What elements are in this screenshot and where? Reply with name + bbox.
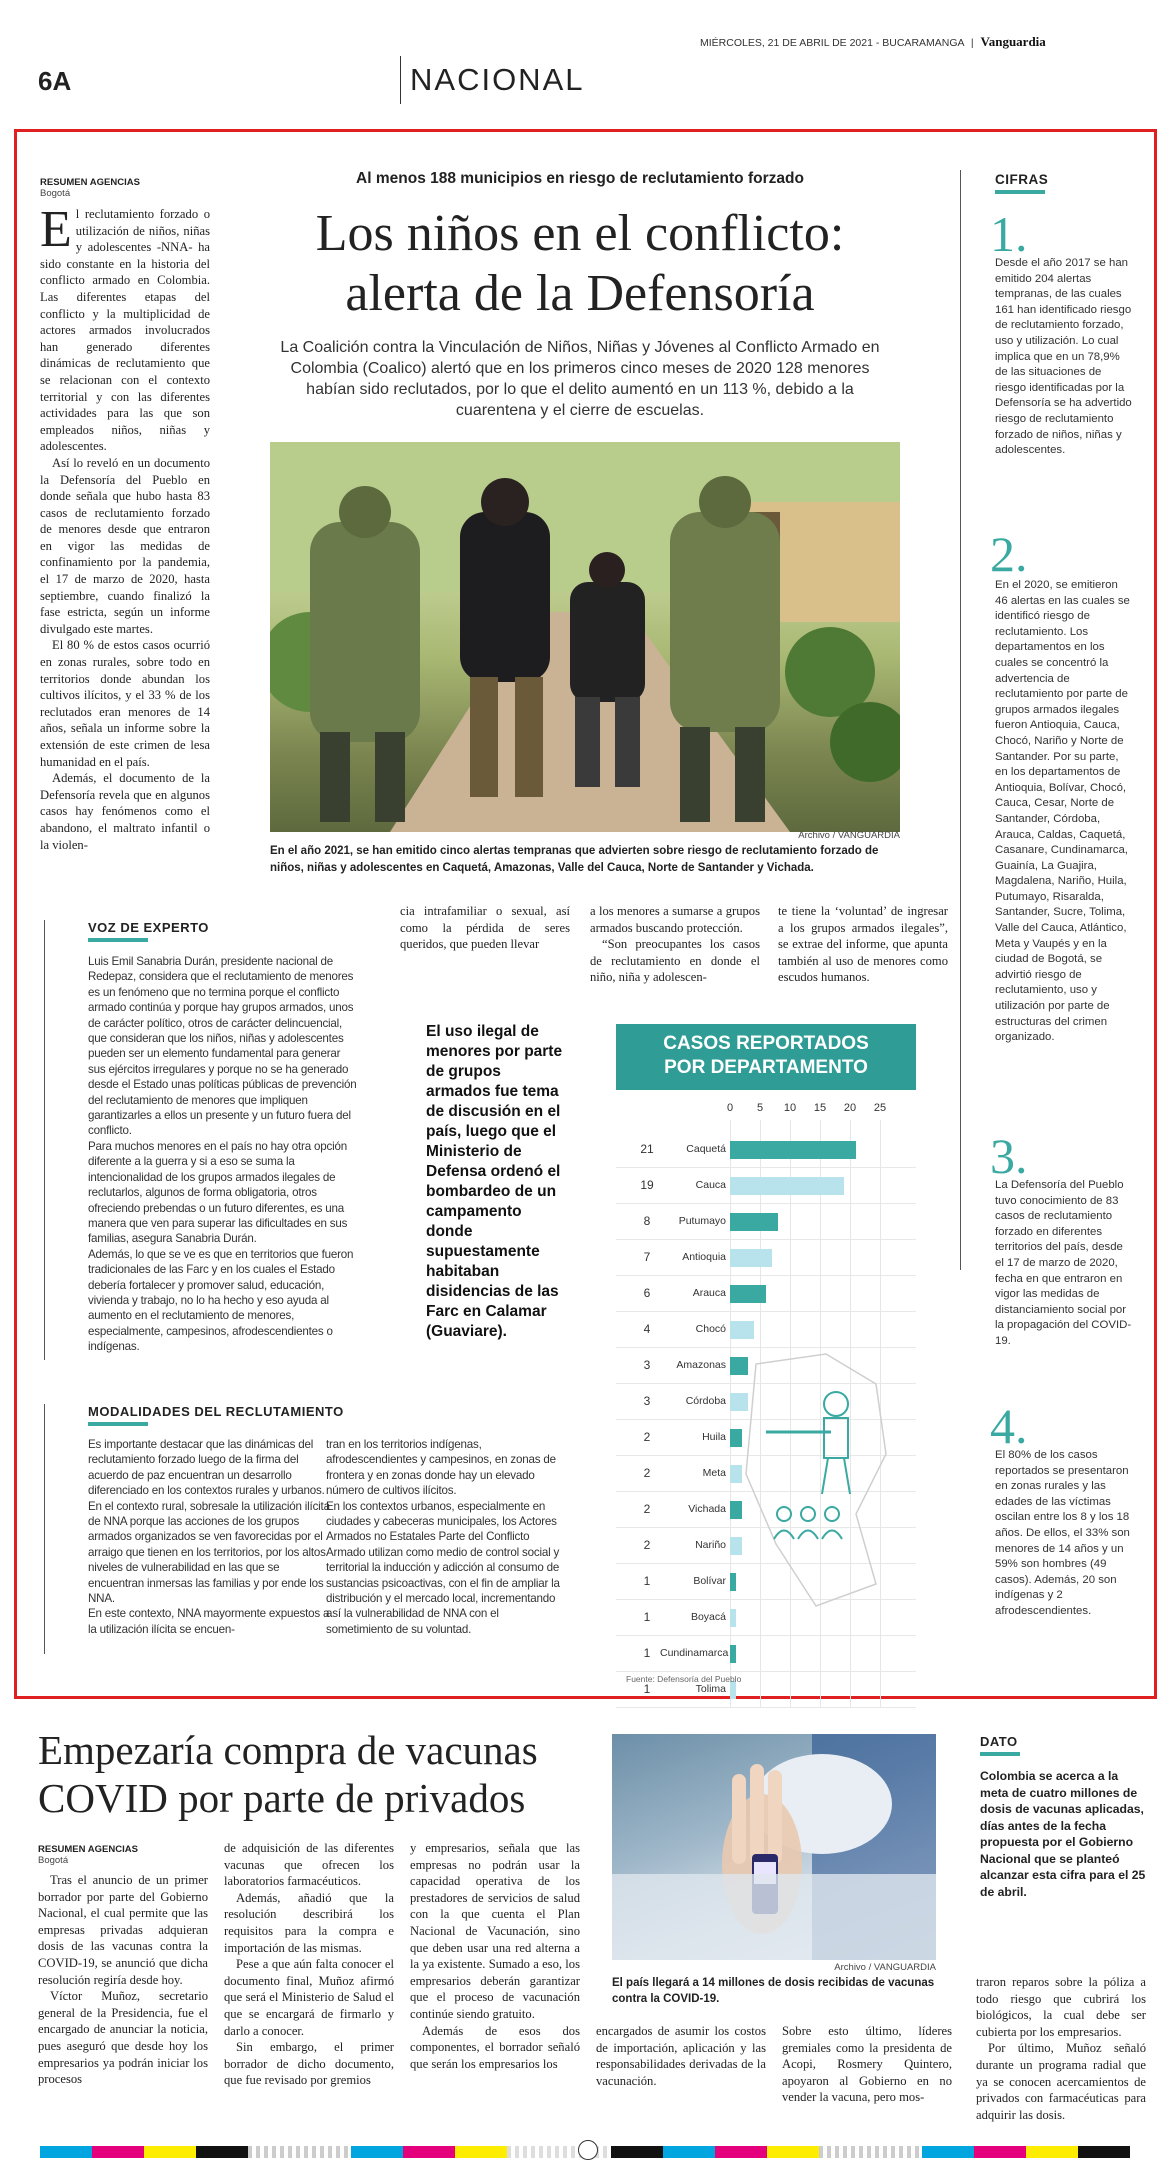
category-label: Boyacá (690, 1611, 726, 1623)
vaccine-photo (612, 1734, 936, 1960)
chart-source: Fuente: Defensoría del Pueblo (626, 1674, 742, 1684)
photo-illustration (270, 442, 900, 832)
modalidades-paragraph: En los contextos urbanos, especialmente en ciudades y cabeceras municipales, los Actores Armados no Estatales Parte del Conflicto Armado utilizan como medio de control social y territorial la inducción y adicción al consumo de sustancias psicoactivas, con el fin de ampliar la distribución y el mercado local, incrementando así la vulnerabilidad de NNA con el sometimiento de su voluntad. (326, 1499, 560, 1636)
vaccine-photo-credit: Archivo / VANGUARDIA (834, 1962, 936, 1973)
vaccine-headline: Empezaría compra de vacunas COVID por parte de privados (38, 1727, 538, 1821)
chart-row (616, 1132, 916, 1168)
voz-paragraph: Luis Emil Sanabria Durán, presidente nacional de Redepaz, considera que el reclutamiento de menores es un fenómeno que no termina porque el conflicto armado continúa y porque hay grupos armados, unos de carácter político, otros de carácter delincuencial, que consideran que los niños, niñas y adolescentes pueden ser un elemento fundamental para generar sus ejércitos irregulares y porque no se ha generado desde el Estado unas políticas públicas de prevención del reclutamiento de menores que impliquen garantizarles a ellos un presente y un futuro fuera del conflicto. (88, 955, 357, 1138)
voz-experto-rule (88, 938, 148, 942)
article-paragraph: cia intrafamiliar o sexual, así como la pérdida de seres queridos, que pueden llevar (400, 904, 570, 952)
article-paragraph: y empresarios, señala que las empresas no podrán usar la capacidad operativa de los prestadores de servicios de salud con la que cuenta el Plan Nacional de Vacunación, sino que deben usar una red alterna a la ya existente. Sumado a eso, los empresarios deberán garantizar que el proceso de vacunación continúe siendo gratuito. (410, 1841, 580, 2021)
article-paragraph: El 80 % de estos casos ocurrió en zonas rurales, sobre todo en territorios donde abundan los cultivos ilícitos, y el 33 % de los reclutados eran menores de 14 años, señala un informe sobre la extensión de este crimen de lesa humanidad en el país. (40, 638, 210, 769)
byline: RESUMEN AGENCIAS (40, 177, 140, 188)
chart-row (616, 1312, 916, 1348)
data-label: 2 (643, 1430, 651, 1444)
modalidades-paragraph: En este contexto, NNA mayormente expuestos a la utilización ilícita se encuen- (88, 1607, 330, 1636)
soldiers-photo (270, 442, 900, 832)
axis-tick-label: 10 (783, 1102, 797, 1114)
brand-logo: Vanguardia (980, 34, 1046, 49)
category-label: Cauca (695, 1179, 726, 1191)
data-label: 6 (643, 1286, 651, 1300)
article-paragraph: Por último, Muñoz señaló durante un programa radial que ya se conocen acercamientos de privados con farmacéuticas para adquirir las dosis. (976, 2041, 1146, 2122)
article-paragraph: Además, añadió que la resolución describirá los requisitos para la compra e importación de las mismas. (224, 1890, 394, 1955)
bar (730, 1249, 772, 1267)
kicker: Al menos 188 municipios en riesgo de reclutamiento forzado (356, 170, 804, 187)
modalidades-label: MODALIDADES DEL RECLUTAMIENTO (88, 1404, 344, 1419)
voz-paragraph: Para muchos menores en el país no hay otra opción diferente a la guerra y si a eso se suma la intencionalidad de los grupos armados ilegales de reclutarlos, algunos de forma obligatoria, otros ofreciendo prebendas o un futuro diferentes, es una manera que ven para superar las dificultades en sus familias, asegura Sanabria Durán. (88, 1139, 348, 1246)
data-label: 1 (643, 1574, 651, 1588)
article-paragraph: Además de esos dos componentes, el borrador señaló que serán los empresarios los (410, 2023, 580, 2071)
article-paragraph: Víctor Muñoz, secretario general de la Presidencia, fue el encargado de anunciar la noticia, pues aseguró que desde hoy los empresarios ya podrán iniciar los procesos (38, 1989, 208, 2087)
dato-label: DATO (980, 1734, 1018, 1749)
section-title: NACIONAL (410, 62, 585, 97)
category-label: Arauca (692, 1287, 726, 1299)
article-paragraph: Sobre esto último, líderes gremiales como la presidenta de Acopi, Rosmery Quintero, apoyaron al Gobierno en no vender la vacuna, pero mos- (782, 2024, 952, 2105)
modalidades-paragraph: tran en los territorios indígenas, afrodescendientes y campesinos, en zonas de frontera y en zonas donde hay un elevado número de cultivos ilícitos. (326, 1438, 556, 1498)
chart-row (616, 1204, 916, 1240)
modalidades-col-2 (326, 1437, 566, 1637)
article-paragraph: l reclutamiento forzado o utilización de niños, niñas y adolescentes -NNA- ha sido constante en la historia del conflicto armado en Colombia. Las diferentes etapas del conflicto y la multiplicidad de actores armados involucrados han generado diferentes dinámicas de reclutamiento que se relacionan con el contexto territorial y con las diferentes actividades para las que son empleados niños, niñas y adolescentes. (40, 207, 210, 454)
article-paragraph: Tras el anuncio de un primer borrador por parte del Gobierno Nacional, el cual permite que las empresas privadas adquieran dosis de las vacunas contra la COVID-19, se anunció que dicha resolución regiría desde hoy. (38, 1873, 208, 1987)
modalidades-paragraph: En el contexto rural, sobresale la utilización ilícita de NNA porque las acciones de los grupos armados organizados se ven favorecidas por el arraigo que tienen en los territorios, por los altos niveles de vulnerabilidad en las que se encuentran inmersas las familias y por ende los NNA. (88, 1499, 330, 1606)
drop-cap: E (40, 201, 72, 258)
deck: La Coalición contra la Vinculación de Niños, Niñas y Jóvenes al Conflicto Armado en Colombia (Coalico) alertó que en los primeros cinco meses de 2020 128 menores habían sido reclutados, por lo que el delito aumentó en un 113 %, debido a la cuarentena y el cierre de escuelas. (280, 339, 880, 419)
photo-caption: En el año 2021, se han emitido cinco alertas tempranas que advierten sobre riesgo de reclutamiento forzado de niños, niñas y adolescentes en Caquetá, Amazonas, Valle del Cauca, Norte de Santander y Vichada. (270, 845, 879, 874)
chart-row (616, 1636, 916, 1672)
vaccine-column-2 (224, 1840, 394, 2089)
vaccine-byline-location: Bogotá (38, 1855, 69, 1866)
cifra-number: 3. (990, 1128, 1028, 1184)
bar (730, 1645, 736, 1663)
category-label: Huila (702, 1431, 726, 1443)
article-paragraph: Además, el documento de la Defensoría revela que en algunos casos hay fenómenos como el abandono, el maltrato infantil o la violen- (40, 771, 210, 852)
modalidades-rule (88, 1422, 148, 1426)
cifras-rule (995, 190, 1045, 194)
category-label: Antioquia (682, 1251, 726, 1263)
category-label: Amazonas (676, 1359, 726, 1371)
cifras-bracket (960, 170, 970, 1270)
chart-title: CASOS REPORTADOS POR DEPARTAMENTO (663, 1033, 869, 1078)
data-label: 4 (643, 1322, 651, 1336)
axis-tick-label: 20 (843, 1102, 857, 1114)
axis-tick-label: 15 (813, 1102, 827, 1114)
modalidades-bracket (44, 1404, 54, 1654)
data-label: 19 (640, 1178, 654, 1192)
data-label: 8 (643, 1214, 651, 1228)
data-label: 21 (640, 1142, 654, 1156)
cifra-number: 4. (990, 1398, 1028, 1454)
category-label: Cundinamarca (660, 1647, 729, 1659)
cifras-label: CIFRAS (995, 172, 1049, 187)
vaccine-photo-caption: El país llegará a 14 millones de dosis recibidas de vacunas contra la COVID-19. (612, 1977, 935, 2005)
chart-panel (616, 1024, 916, 1696)
cifra-text: En el 2020, se emitieron 46 alertas en las cuales se identificó riesgo de reclutamiento. Los departamentos en los cuales se concentró la advertencia de reclutamiento por parte de grupos armados ilegales fueron Antioquia, Cauca, Chocó, Nariño y Norte de Santander. Por su parte, en los departamentos de Antioquia, Bolívar, Chocó, Cauca, Cesar, Norte de Santander, Córdoba, Arauca, Caldas, Caquetá, Casanare, Cundinamarca, Guainía, La Guajira, Magdalena, Nariño, Huila, Putumayo, Risaralda, Santander, Sucre, Tolima, Valle del Cauca, Atlántico, Meta y Vaupés y en la ciudad de Bogotá, se advirtió riesgo de reclutamiento, uso y utilización por parte de estructuras del crimen organizado. (995, 579, 1130, 1044)
article-paragraph: Así lo reveló en un documento la Defensoría del Pueblo en donde señala que hubo hasta 83 casos de reclutamiento forzado de menores desde que entraron en vigor las medidas de confinamiento por la pandemia, el 17 de marzo de 2020, hasta septiembre, cuando finalizó la fase estricta, según un informe divulgado este martes. (40, 455, 210, 636)
voz-experto-text (88, 954, 360, 1355)
cifra-text: El 80% de los casos reportados se presentaron en zonas rurales y las edades de las víctimas oscilan entre los 8 y los 18 años. De ellos, el 33% son menores de 14 años y un 59% son hombres (49 casos). Además, 20 son indígenas y 2 afrodescendientes. (995, 1449, 1130, 1617)
article-column-1 (40, 201, 210, 853)
category-label: Vichada (688, 1503, 726, 1515)
data-label: 7 (643, 1250, 651, 1264)
bar (730, 1177, 844, 1195)
voz-experto-label: VOZ DE EXPERTO (88, 920, 209, 935)
bar (730, 1285, 766, 1303)
date-line: MIÉRCOLES, 21 DE ABRIL DE 2021 - BUCARAMANGA | Vanguardia (700, 34, 1046, 49)
cifra-number: 1. (990, 206, 1028, 262)
article-column-4 (778, 903, 948, 986)
modalidades-paragraph: Es importante destacar que las dinámicas del reclutamiento forzado luego de la firma del acuerdo de paz encuentran un desarrollo diferenciado en los contextos rurales y urbanos. (88, 1438, 325, 1498)
category-label: Tolima (695, 1683, 726, 1695)
chart-title-box (616, 1024, 916, 1090)
cifra-text: Desde el año 2017 se han emitido 204 alertas tempranas, de las cuales 161 han identificado riesgo de reclutamiento forzado, uso y utilización. Lo cual implica que en un 78,9% de las situaciones de riesgo identificadas por la Defensoría se ha advertido riesgo de reclutamiento forzado de niños, niñas y adolescentes. (995, 257, 1132, 457)
modalidades-col-1 (88, 1437, 338, 1637)
vaccine-column-5 (782, 2023, 952, 2106)
category-label: Córdoba (685, 1395, 726, 1407)
category-label: Nariño (695, 1539, 726, 1551)
header-divider (400, 56, 401, 104)
photo-credit: Archivo / VANGUARDIA (798, 830, 900, 841)
data-label: 1 (643, 1610, 651, 1624)
voz-experto-bracket (44, 920, 54, 1360)
axis-tick-label: 5 (756, 1102, 764, 1114)
bar (730, 1321, 754, 1339)
category-label: Putumayo (678, 1215, 726, 1227)
axis-tick-label: 25 (873, 1102, 887, 1114)
page-number: 6A (38, 66, 72, 96)
bar (730, 1213, 778, 1231)
vaccine-column-3 (410, 1840, 580, 2072)
category-label: Bolívar (693, 1575, 726, 1587)
article-paragraph: Sin embargo, el primer borrador de dicho documento, que fue revisado por gremios (224, 2040, 394, 2088)
soldier-map-icon (736, 1344, 906, 1614)
data-label: 3 (643, 1394, 651, 1408)
byline-location: Bogotá (40, 188, 71, 199)
article-paragraph: te tiene la ‘voluntad’ de ingresar a los grupos armados ilegales”, se extrae del informe, que apunta también al uso de menores como escudos humanos. (778, 904, 948, 985)
article-column-3 (590, 903, 760, 986)
vaccine-column-1 (38, 1872, 208, 2088)
data-label: 2 (643, 1538, 651, 1552)
data-label: 2 (643, 1502, 651, 1516)
category-label: Caquetá (686, 1143, 726, 1155)
category-label: Meta (702, 1467, 726, 1479)
headline: Los niños en el conflicto: alerta de la Defensoría (315, 205, 845, 322)
vaccine-illustration (612, 1734, 936, 1960)
article-paragraph: “Son preocupantes los casos de reclutamiento en donde el niño, niña y adolescen- (590, 937, 760, 985)
registration-mark-icon (578, 2140, 598, 2160)
data-label: 1 (643, 1682, 651, 1696)
chart-row (616, 1168, 916, 1204)
article-paragraph: traron reparos sobre la póliza a todo riesgo que cubrirá los biológicos, la cual debe ser cubierta por los empresarios. (976, 1975, 1146, 2039)
chart-row (616, 1276, 916, 1312)
vaccine-column-4 (596, 2023, 766, 2089)
article-paragraph: encargados de asumir los costos de importación, aplicación y las responsabilidades derivadas de la vacunación. (596, 2024, 766, 2088)
article-paragraph: de adquisición de las diferentes vacunas que ofrecen los laboratorios farmacéuticos. (224, 1841, 394, 1889)
data-label: 3 (643, 1358, 651, 1372)
article-paragraph: a los menores a sumarse a grupos armados buscando protección. (590, 904, 760, 935)
cifra-number: 2. (990, 526, 1028, 582)
vaccine-byline: RESUMEN AGENCIAS (38, 1844, 138, 1855)
chart-row (616, 1240, 916, 1276)
vaccine-column-6 (976, 1974, 1146, 2123)
article-paragraph: Pese a que aún falta conocer el documento final, Muñoz afirmó que será el Ministerio de Salud el que se encargará de firmarlo y darlo a conocer. (224, 1957, 394, 2038)
data-label: 1 (643, 1646, 651, 1660)
cifra-text: La Defensoría del Pueblo tuvo conocimiento de 83 casos de reclutamiento forzado en diferentes territorios del país, desde el 17 de marzo de 2020, fecha en que entraron en vigor las medidas de distanciamiento social por la propagación del COVID-19. (995, 1179, 1132, 1347)
data-label: 2 (643, 1466, 651, 1480)
axis-tick-label: 0 (726, 1102, 734, 1114)
dato-rule (980, 1752, 1020, 1756)
bar (730, 1141, 856, 1159)
date-text: MIÉRCOLES, 21 DE ABRIL DE 2021 - BUCARAMANGA (700, 37, 964, 49)
article-column-2 (400, 903, 570, 953)
pull-quote: El uso ilegal de menores por parte de grupos armados fue tema de discusión en el país, luego que el Ministerio de Defensa ordenó el bombardeo de un campamento donde supuestamente habitaban disidencias de las Farc en Calamar (Guaviare). (426, 1023, 563, 1340)
category-label: Chocó (695, 1323, 726, 1335)
dato-text: Colombia se acerca a la meta de cuatro millones de dosis de vacunas aplicadas, días antes de la fecha propuesta por el Gobierno Nacional que se planteó alcanzar esta cifra para el 25 de abril. (980, 1769, 1146, 1899)
voz-paragraph: Además, lo que se ve es que en territorios que fueron tradicionales de las Farc y en los cuales el Estado debería fortalecer y promover salud, educación, vivienda y trabajo, no lo ha hecho y eso ayuda al aumento en el reclutamiento de menores, especialmente, campesinos, afrodescendientes o indígenas. (88, 1247, 354, 1354)
